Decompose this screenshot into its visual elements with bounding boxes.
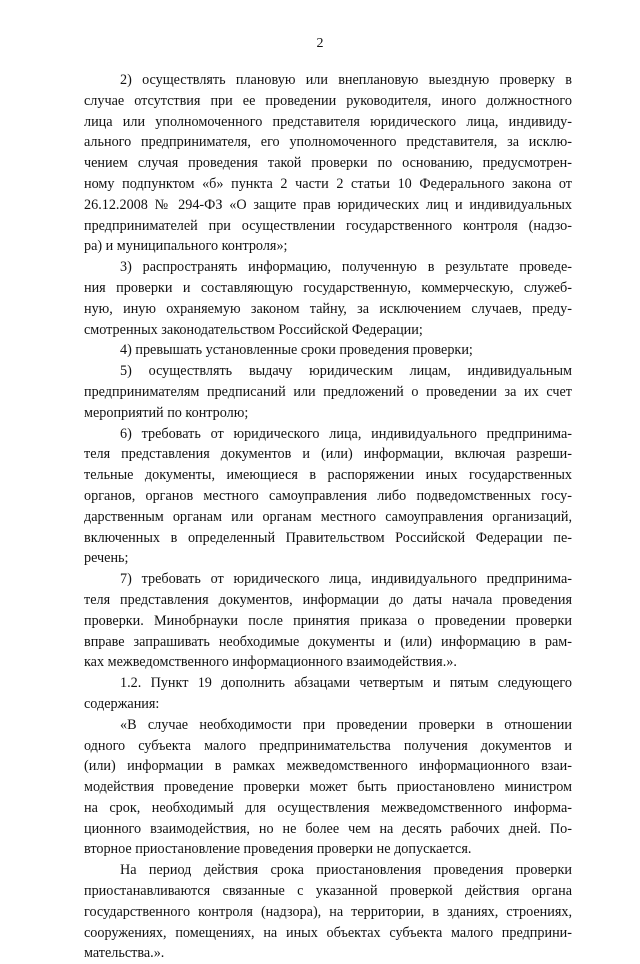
text-line: мательства.». [84, 945, 165, 962]
text-line: мероприятий по контролю; [84, 404, 249, 421]
text-line: органов, органов местного самоуправления либо подведомственных госу- [84, 487, 572, 504]
text-line: теля представления документов, информации до даты начала проведения [84, 591, 572, 608]
text-line: 3) распространять информацию, полученную в результате проведе- [120, 259, 572, 276]
text-line: смотренных законодательством Российской Федерации; [84, 321, 423, 338]
text-line: проверки. Минобрнауки после принятия приказа о проведении проверки [84, 612, 572, 629]
text-line: содержания: [84, 695, 160, 712]
text-line: ках межведомственного информационного взаимодействия.». [84, 654, 457, 671]
text-line: ния проверки и составляющую государственную, коммерческую, служеб- [84, 279, 572, 296]
text-line: модействия проведение проверки может быть приостановлено министром [84, 779, 572, 796]
text-line: На период действия срока приостановления проведения проверки [120, 862, 572, 879]
text-line: включенных в определенный Правительством Российской Федерации пе- [84, 529, 572, 546]
text-line: ального предпринимателя, его уполномоченного представителя, за исклю- [84, 134, 572, 151]
text-line: (или) информации в рамках межведомственного информационного взаи- [84, 758, 572, 775]
document-body [84, 70, 572, 964]
text-line: случае отсутствия при ее проведении руководителя, иного должностного [84, 92, 572, 109]
text-line: сооружениях, помещениях, на иных объектах субъекта малого предприни- [84, 924, 572, 941]
text-line: «В случае необходимости при проведении проверки в отношении [120, 716, 572, 733]
text-line: предпринимателям предписаний или предложений о проведении за их счет [84, 383, 572, 400]
text-line: государственного контроля (надзора), на территории, в зданиях, строениях, [84, 903, 572, 920]
text-line: ному подпунктом «б» пункта 2 части 2 статьи 10 Федерального закона от [84, 175, 572, 192]
text-line: на срок, необходимый для осуществления межведомственного информа- [84, 799, 572, 816]
text-line: 26.12.2008 № 294-ФЗ «О защите прав юридических лиц и индивидуальных [84, 196, 572, 213]
text-line: 4) превышать установленные сроки проведения проверки; [120, 342, 473, 359]
text-line: чением случая проведения такой проверки по основанию, предусмотрен- [84, 155, 572, 172]
text-line: лица или уполномоченного представителя юридического лица, индивиду- [84, 113, 572, 130]
text-line: 6) требовать от юридического лица, индивидуального предпринима- [120, 425, 572, 442]
text-line: 5) осуществлять выдачу юридическим лицам, индивидуальным [120, 363, 572, 380]
text-line: ционного взаимодействия, но не более чем на десять рабочих дней. По- [84, 820, 572, 837]
text-line: теля представления документов и (или) информации, включая разреши- [84, 446, 572, 463]
text-line: ра) и муниципального контроля»; [84, 238, 288, 255]
text-line: предпринимателей при осуществлении государственного контроля (надзо- [84, 217, 572, 234]
text-line: одного субъекта малого предпринимательства получения документов и [84, 737, 572, 754]
text-line: 7) требовать от юридического лица, индивидуального предпринима- [120, 571, 572, 588]
text-line: 2) осуществлять плановую или внеплановую выездную проверку в [120, 72, 572, 88]
text-line: речень; [84, 550, 129, 567]
text-line: дарственным органам или органам местного самоуправления организаций, [84, 508, 572, 525]
text-line: вправе запрашивать необходимые документы и (или) информацию в рам- [84, 633, 572, 650]
text-line: 1.2. Пункт 19 дополнить абзацами четвертым и пятым следующего [120, 675, 572, 692]
text-line: приостанавливаются связанные с указанной проверкой действия органа [84, 883, 572, 900]
text-line: ную, иную охраняемую законом тайну, за исключением случаев, преду- [84, 300, 572, 317]
text-line: вторное приостановление проведения проверки не допускается. [84, 841, 472, 858]
page-number: 2 [316, 36, 324, 51]
text-line: тельные документы, имеющиеся в распоряжении иных государственных [84, 467, 572, 484]
